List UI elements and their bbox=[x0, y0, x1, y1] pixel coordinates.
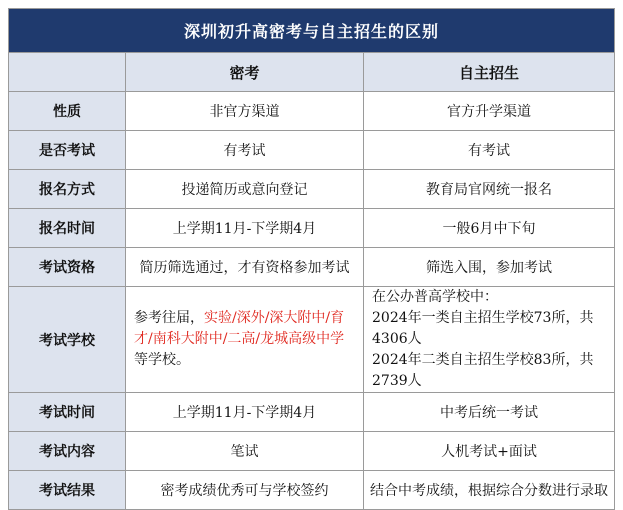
header-blank bbox=[9, 53, 126, 92]
zizhu-line: 2024年二类自主招生学校83所，共2739人 bbox=[372, 352, 594, 389]
zizhu-cell: 有考试 bbox=[364, 131, 615, 170]
zizhu-line: 2024年一类自主招生学校73所，共4306人 bbox=[372, 310, 594, 347]
row-label: 性质 bbox=[9, 92, 126, 131]
comparison-table bbox=[8, 8, 615, 510]
zizhu-cell: 人机考试+面试 bbox=[364, 432, 615, 471]
zizhu-cell: 中考后统一考试 bbox=[364, 393, 615, 432]
mikao-cell: 简历筛选通过，才有资格参加考试 bbox=[126, 248, 364, 287]
zizhu-cell: 教育局官网统一报名 bbox=[364, 170, 615, 209]
table-row bbox=[9, 471, 615, 510]
zizhu-schools-cell bbox=[364, 287, 615, 393]
table-row bbox=[9, 170, 615, 209]
table-row-schools bbox=[9, 287, 615, 393]
row-label: 考试学校 bbox=[9, 287, 126, 393]
header-mikao: 密考 bbox=[126, 53, 364, 92]
header-zizhu: 自主招生 bbox=[364, 53, 615, 92]
zizhu-cell: 一般6月中下旬 bbox=[364, 209, 615, 248]
table-row bbox=[9, 393, 615, 432]
row-label: 考试时间 bbox=[9, 393, 126, 432]
comparison-table-container bbox=[8, 8, 614, 499]
row-label: 报名时间 bbox=[9, 209, 126, 248]
mikao-cell: 投递简历或意向登记 bbox=[126, 170, 364, 209]
mikao-cell: 笔试 bbox=[126, 432, 364, 471]
schools-highlight: 实验/深外/深大附中/育才/南科大附中/二高/龙城高级中学 bbox=[134, 310, 345, 347]
row-label: 考试结果 bbox=[9, 471, 126, 510]
table-row bbox=[9, 131, 615, 170]
mikao-cell: 非官方渠道 bbox=[126, 92, 364, 131]
row-label: 考试资格 bbox=[9, 248, 126, 287]
schools-prefix: 参考往届， bbox=[134, 310, 204, 326]
row-label: 考试内容 bbox=[9, 432, 126, 471]
schools-suffix: 等学校。 bbox=[134, 352, 190, 368]
table-title: 深圳初升高密考与自主招生的区别 bbox=[9, 9, 615, 53]
table-row bbox=[9, 92, 615, 131]
zizhu-cell: 官方升学渠道 bbox=[364, 92, 615, 131]
table-row bbox=[9, 248, 615, 287]
table-row bbox=[9, 209, 615, 248]
mikao-cell: 上学期11月-下学期4月 bbox=[126, 393, 364, 432]
zizhu-cell: 筛选入围，参加考试 bbox=[364, 248, 615, 287]
mikao-cell: 上学期11月-下学期4月 bbox=[126, 209, 364, 248]
mikao-cell: 有考试 bbox=[126, 131, 364, 170]
row-label: 是否考试 bbox=[9, 131, 126, 170]
mikao-schools-cell bbox=[126, 287, 364, 393]
mikao-cell: 密考成绩优秀可与学校签约 bbox=[126, 471, 364, 510]
table-row bbox=[9, 432, 615, 471]
row-label: 报名方式 bbox=[9, 170, 126, 209]
zizhu-line: 在公办普高学校中： bbox=[372, 289, 498, 305]
zizhu-cell: 结合中考成绩，根据综合分数进行录取 bbox=[364, 471, 615, 510]
